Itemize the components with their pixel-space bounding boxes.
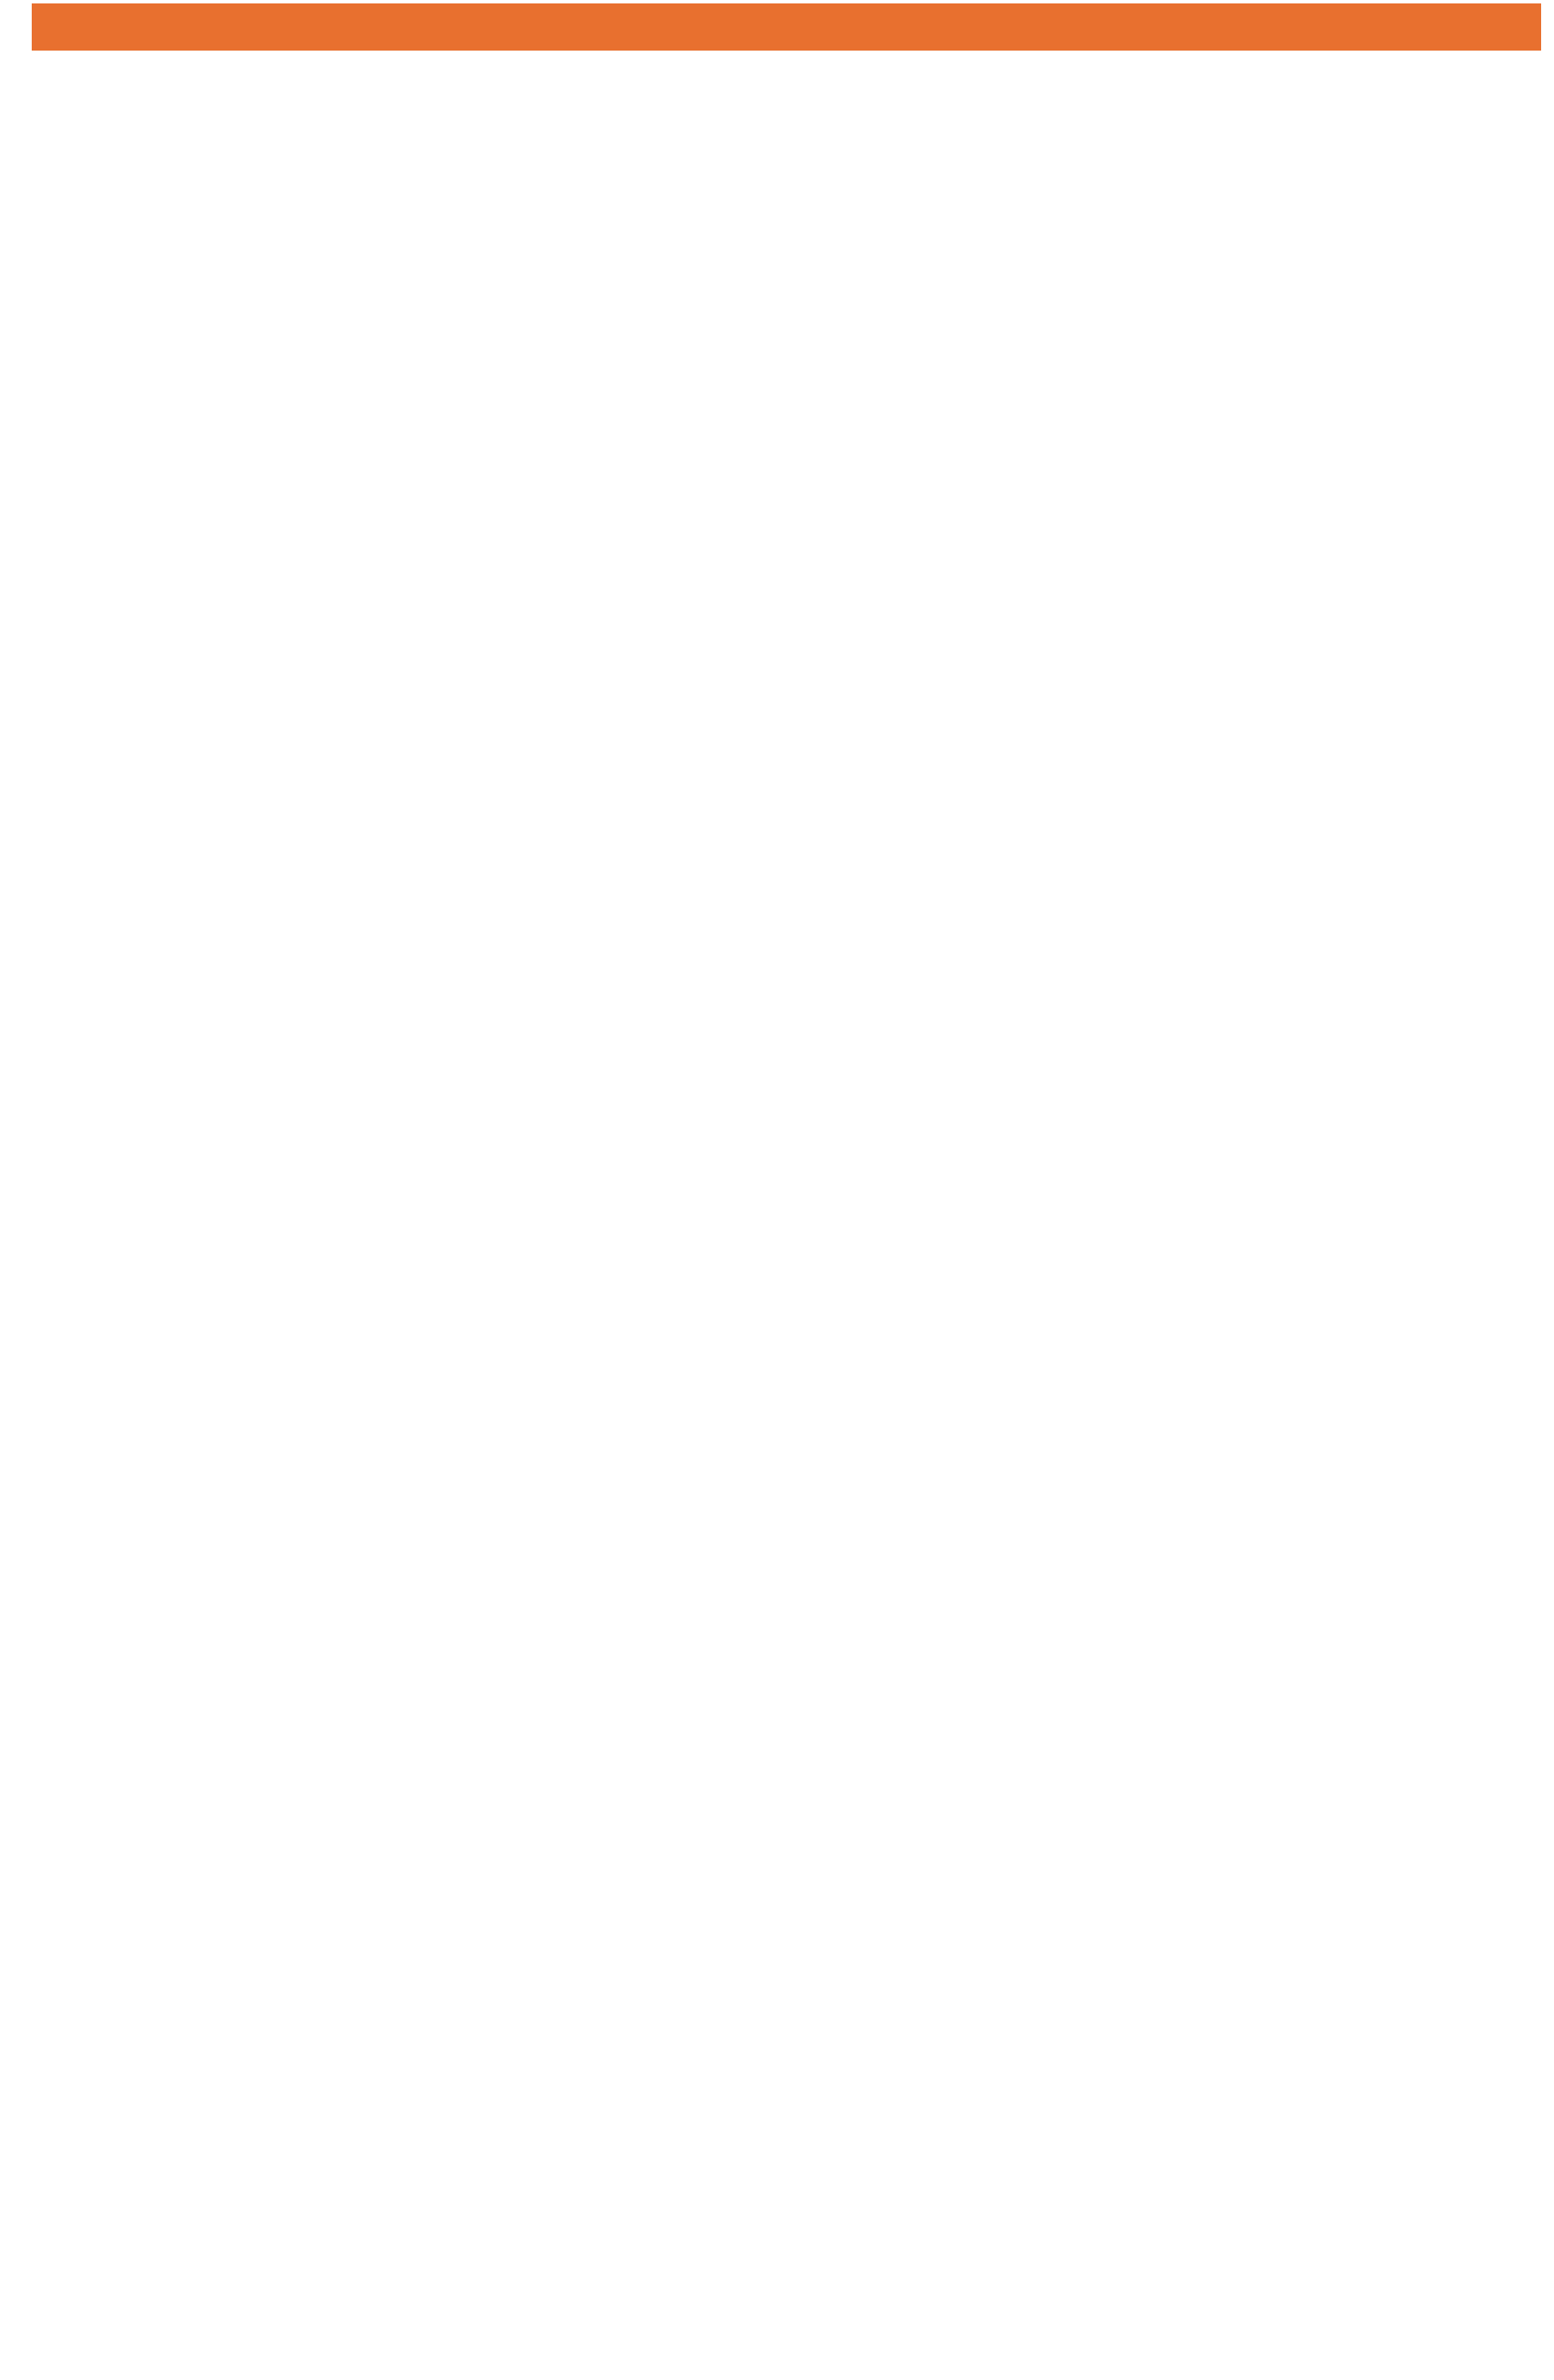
section-header-bar [32, 3, 1541, 51]
